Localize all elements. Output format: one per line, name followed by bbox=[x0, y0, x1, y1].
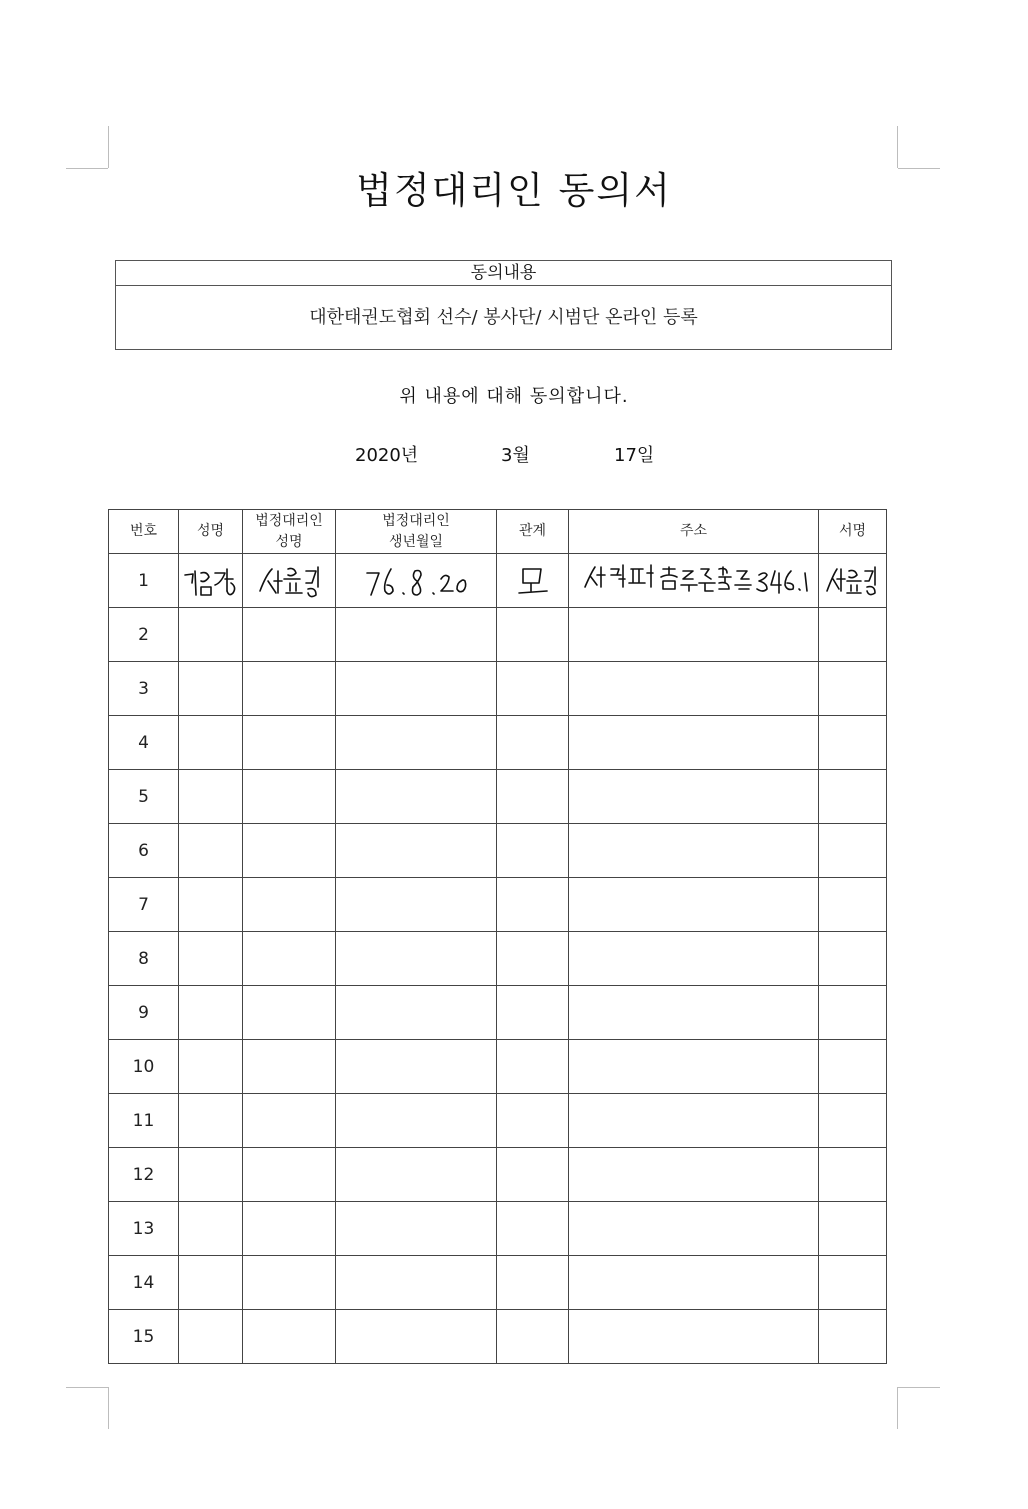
guardian-birth-cell bbox=[336, 716, 497, 770]
relation-cell bbox=[497, 1148, 569, 1202]
address-cell bbox=[569, 986, 819, 1040]
relation-cell bbox=[497, 1040, 569, 1094]
guardian-name-cell bbox=[243, 932, 336, 986]
guardian-birth-cell bbox=[336, 1094, 497, 1148]
signature-cell bbox=[819, 1202, 887, 1256]
date-day: 17일 bbox=[614, 445, 655, 466]
signature-cell bbox=[819, 1040, 887, 1094]
table-row bbox=[109, 1202, 887, 1256]
consent-text: 대한태권도협회 선수/ 봉사단/ 시범단 온라인 등록 bbox=[309, 307, 698, 328]
header-name: 성명 bbox=[179, 510, 243, 554]
table-row bbox=[109, 608, 887, 662]
relation-cell bbox=[497, 608, 569, 662]
guardian-name-cell bbox=[243, 1040, 336, 1094]
guardian-birth-cell bbox=[336, 662, 497, 716]
table-body bbox=[109, 554, 887, 1364]
signature-cell bbox=[819, 1148, 887, 1202]
guardian-birth-cell bbox=[336, 770, 497, 824]
signature-cell bbox=[819, 1094, 887, 1148]
handwritten-address bbox=[579, 561, 809, 601]
name-cell bbox=[179, 1094, 243, 1148]
guardian-name-cell bbox=[243, 554, 336, 608]
table-row bbox=[109, 1040, 887, 1094]
number-cell: 14 bbox=[109, 1256, 179, 1310]
guardian-name-cell bbox=[243, 1148, 336, 1202]
header-relation: 관계 bbox=[497, 510, 569, 554]
handwritten-guardian-name bbox=[254, 561, 324, 601]
header-guardian-name bbox=[243, 510, 336, 554]
table-row bbox=[109, 1310, 887, 1364]
address-cell bbox=[569, 1148, 819, 1202]
address-cell bbox=[569, 662, 819, 716]
address-cell bbox=[569, 770, 819, 824]
signature-cell bbox=[819, 770, 887, 824]
signature-cell bbox=[819, 1310, 887, 1364]
guardian-name-cell bbox=[243, 878, 336, 932]
address-cell bbox=[569, 1310, 819, 1364]
name-cell bbox=[179, 662, 243, 716]
signature-cell bbox=[819, 986, 887, 1040]
table-row bbox=[109, 878, 887, 932]
relation-cell bbox=[497, 932, 569, 986]
name-cell bbox=[179, 878, 243, 932]
number-cell: 12 bbox=[109, 1148, 179, 1202]
address-cell bbox=[569, 824, 819, 878]
number-cell: 6 bbox=[109, 824, 179, 878]
signature-cell bbox=[819, 878, 887, 932]
guardian-name-cell bbox=[243, 662, 336, 716]
guardian-name-cell bbox=[243, 1202, 336, 1256]
number-cell: 11 bbox=[109, 1094, 179, 1148]
name-cell bbox=[179, 1310, 243, 1364]
guardian-name-cell bbox=[243, 986, 336, 1040]
guardian-name-cell bbox=[243, 824, 336, 878]
table-row bbox=[109, 1256, 887, 1310]
signature-cell bbox=[819, 608, 887, 662]
address-cell bbox=[569, 1202, 819, 1256]
number-cell: 1 bbox=[109, 554, 179, 608]
relation-cell bbox=[497, 770, 569, 824]
name-cell bbox=[179, 824, 243, 878]
header-signature: 서명 bbox=[819, 510, 887, 554]
address-cell bbox=[569, 1256, 819, 1310]
number-cell: 3 bbox=[109, 662, 179, 716]
guardian-name-cell bbox=[243, 1094, 336, 1148]
signature-cell bbox=[819, 1256, 887, 1310]
number-cell: 2 bbox=[109, 608, 179, 662]
relation-cell bbox=[497, 824, 569, 878]
relation-cell bbox=[497, 1256, 569, 1310]
relation-cell bbox=[497, 716, 569, 770]
name-cell bbox=[179, 554, 243, 608]
consent-box bbox=[115, 260, 892, 350]
header-guardian-birth-line1: 법정대리인 bbox=[382, 512, 450, 529]
agreement-statement: 위 내용에 대해 동의합니다. bbox=[399, 386, 629, 407]
signature-cell bbox=[819, 824, 887, 878]
guardian-birth-cell bbox=[336, 554, 497, 608]
consent-header: 동의내용 bbox=[116, 261, 891, 286]
relation-cell bbox=[497, 878, 569, 932]
number-cell: 10 bbox=[109, 1040, 179, 1094]
document-title: 법정대리인 동의서 bbox=[356, 169, 672, 212]
table-row bbox=[109, 1148, 887, 1202]
registration-table bbox=[108, 509, 887, 1364]
header-guardian-birth bbox=[336, 510, 497, 554]
guardian-birth-cell bbox=[336, 1148, 497, 1202]
guardian-birth-cell bbox=[336, 932, 497, 986]
address-cell bbox=[569, 716, 819, 770]
name-cell bbox=[179, 1148, 243, 1202]
name-cell bbox=[179, 986, 243, 1040]
handwritten-relation bbox=[513, 561, 553, 601]
signature-cell bbox=[819, 932, 887, 986]
table-row bbox=[109, 986, 887, 1040]
relation-cell bbox=[497, 1202, 569, 1256]
name-cell bbox=[179, 608, 243, 662]
relation-cell bbox=[497, 662, 569, 716]
table-row bbox=[109, 554, 887, 608]
number-cell: 7 bbox=[109, 878, 179, 932]
table-header-row bbox=[109, 510, 887, 554]
guardian-birth-cell bbox=[336, 824, 497, 878]
address-cell bbox=[569, 878, 819, 932]
number-cell: 15 bbox=[109, 1310, 179, 1364]
table-row bbox=[109, 716, 887, 770]
name-cell bbox=[179, 770, 243, 824]
handwritten-birthdate bbox=[361, 561, 471, 601]
table-row bbox=[109, 662, 887, 716]
guardian-birth-cell bbox=[336, 1256, 497, 1310]
number-cell: 9 bbox=[109, 986, 179, 1040]
handwritten-name bbox=[181, 561, 241, 601]
guardian-birth-cell bbox=[336, 986, 497, 1040]
guardian-name-cell bbox=[243, 1256, 336, 1310]
guardian-birth-cell bbox=[336, 1202, 497, 1256]
address-cell bbox=[569, 1040, 819, 1094]
number-cell: 8 bbox=[109, 932, 179, 986]
guardian-birth-cell bbox=[336, 878, 497, 932]
guardian-name-cell bbox=[243, 1310, 336, 1364]
number-cell: 13 bbox=[109, 1202, 179, 1256]
name-cell bbox=[179, 1202, 243, 1256]
address-cell bbox=[569, 554, 819, 608]
guardian-birth-cell bbox=[336, 1040, 497, 1094]
date-year: 2020년 bbox=[355, 445, 419, 466]
header-guardian-name-line1: 법정대리인 bbox=[255, 512, 323, 529]
name-cell bbox=[179, 716, 243, 770]
guardian-name-cell bbox=[243, 770, 336, 824]
address-cell bbox=[569, 1094, 819, 1148]
table-row bbox=[109, 770, 887, 824]
relation-cell bbox=[497, 1310, 569, 1364]
address-cell bbox=[569, 932, 819, 986]
header-number: 번호 bbox=[109, 510, 179, 554]
table-row bbox=[109, 824, 887, 878]
relation-cell bbox=[497, 1094, 569, 1148]
guardian-name-cell bbox=[243, 608, 336, 662]
header-address: 주소 bbox=[569, 510, 819, 554]
handwritten-signature bbox=[823, 561, 883, 601]
guardian-birth-cell bbox=[336, 608, 497, 662]
date-month: 3월 bbox=[501, 445, 530, 466]
header-guardian-birth-line2: 생년월일 bbox=[388, 533, 444, 550]
guardian-name-cell bbox=[243, 716, 336, 770]
name-cell bbox=[179, 1040, 243, 1094]
name-cell bbox=[179, 932, 243, 986]
signature-cell bbox=[819, 716, 887, 770]
signature-cell bbox=[819, 662, 887, 716]
relation-cell bbox=[497, 554, 569, 608]
address-cell bbox=[569, 608, 819, 662]
header-guardian-name-line2: 성명 bbox=[275, 533, 303, 550]
relation-cell bbox=[497, 986, 569, 1040]
table-row bbox=[109, 932, 887, 986]
signature-cell bbox=[819, 554, 887, 608]
number-cell: 5 bbox=[109, 770, 179, 824]
table-row bbox=[109, 1094, 887, 1148]
name-cell bbox=[179, 1256, 243, 1310]
guardian-birth-cell bbox=[336, 1310, 497, 1364]
number-cell: 4 bbox=[109, 716, 179, 770]
